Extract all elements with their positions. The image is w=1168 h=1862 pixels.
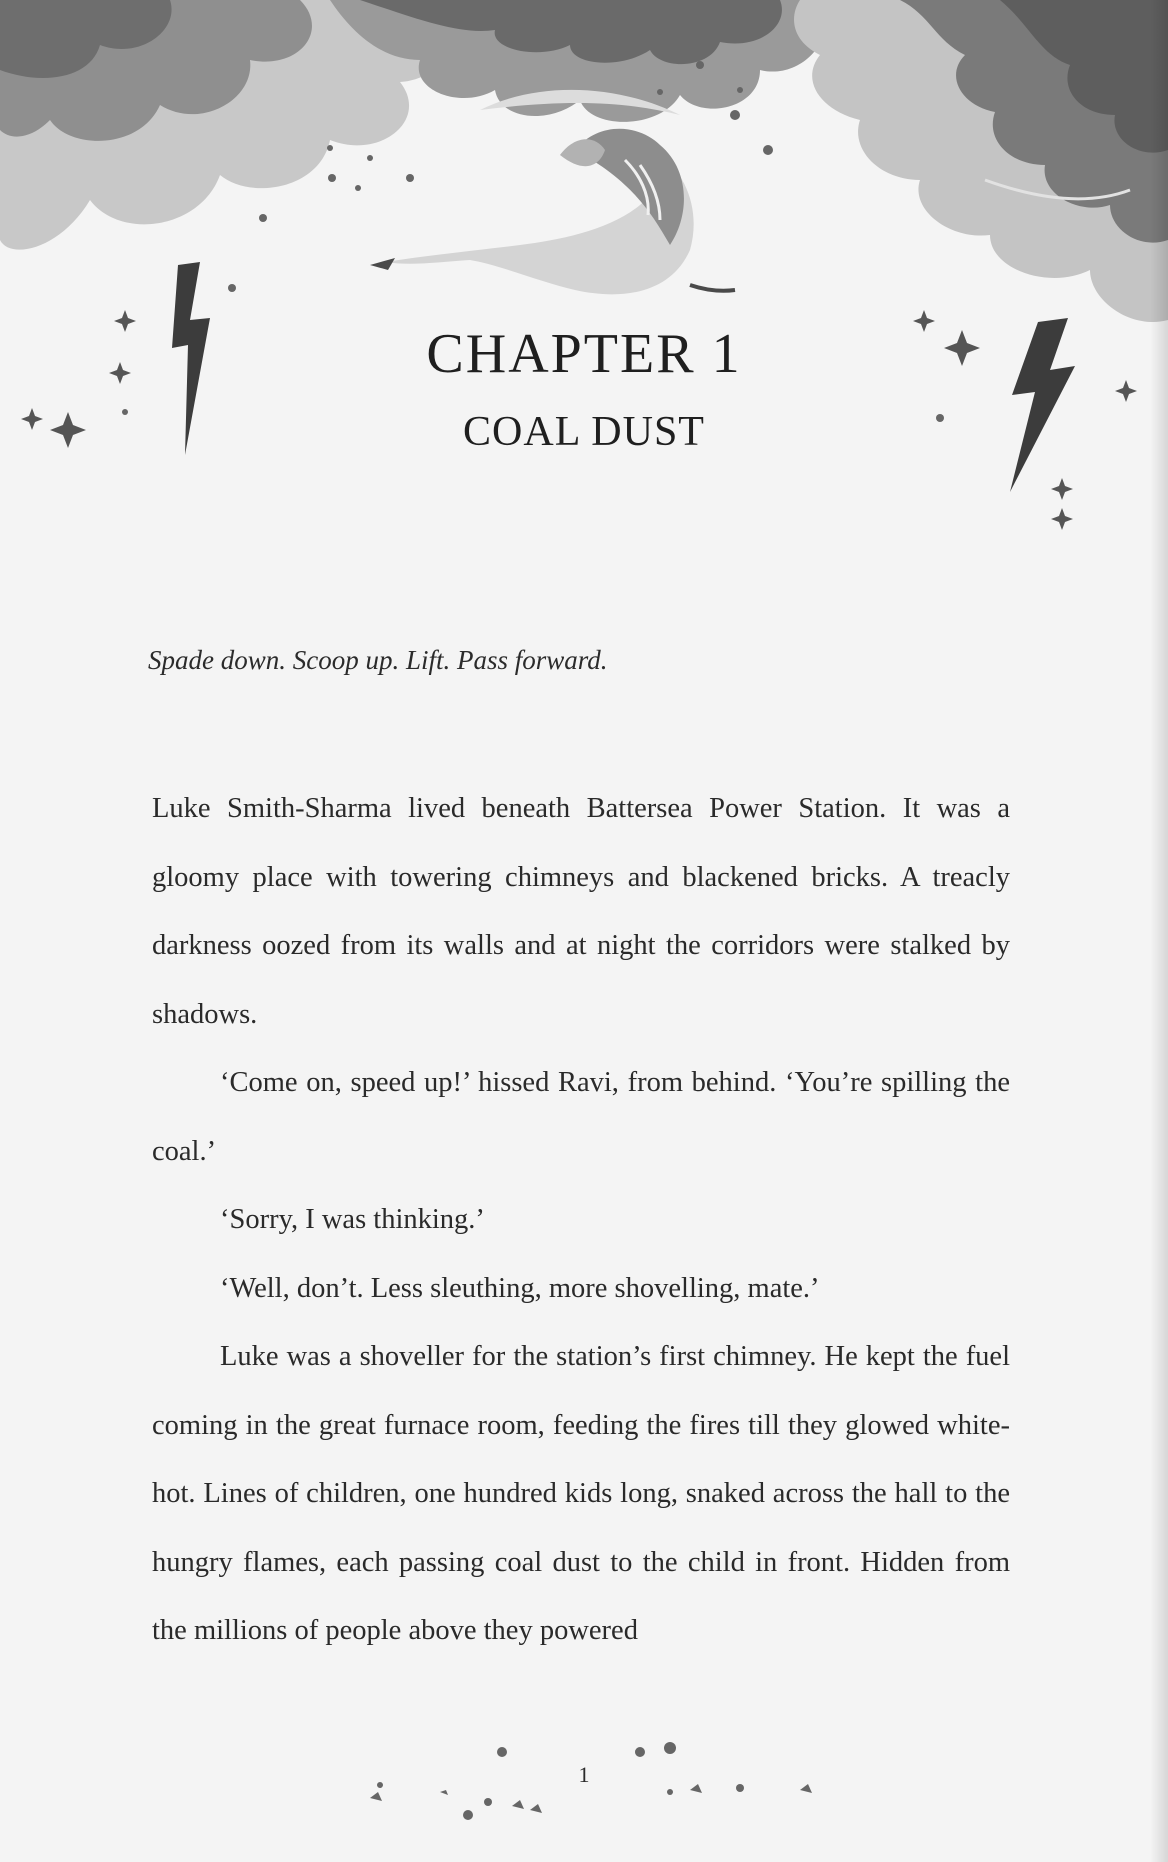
- page-edge-shadow: [1150, 0, 1168, 1862]
- swan-icon: [370, 129, 735, 295]
- chapter-title: COAL DUST: [463, 409, 705, 455]
- paragraph: ‘Well, don’t. Less sleuthing, more shovelling, mate.’: [220, 1272, 820, 1304]
- epigraph: Spade down. Scoop up. Lift. Pass forward.: [148, 645, 608, 675]
- cloud-icon: [794, 0, 1168, 322]
- chapter-number: CHAPTER 1: [426, 323, 742, 385]
- page-number: 1: [578, 1762, 590, 1787]
- paragraph: ‘Sorry, I was thinking.’: [220, 1204, 485, 1235]
- header-illustration: [0, 0, 1168, 560]
- paragraph: Luke Smith-Sharma lived beneath Battersea Power Station. It was a gloomy place with towering chimneys and blackened bricks. A treacly darkness oozed from its walls and at night the corridors were stalked by shadows.: [152, 793, 1010, 1030]
- paragraph: ‘Come on, speed up!’ hissed Ravi, from behind. ‘You’re spilling the coal.’: [152, 1067, 1010, 1167]
- paragraph: Luke was a shoveller for the station’s first chimney. He kept the fuel coming in the great furnace room, feeding the fires till they glowed white-hot. Lines of children, one hundred kids long, snaked across the hall to the hungry flames, each passing coal dust to the child in front. Hidden from the millions of people above they powered: [152, 1341, 1010, 1646]
- body-text: [152, 775, 1010, 1666]
